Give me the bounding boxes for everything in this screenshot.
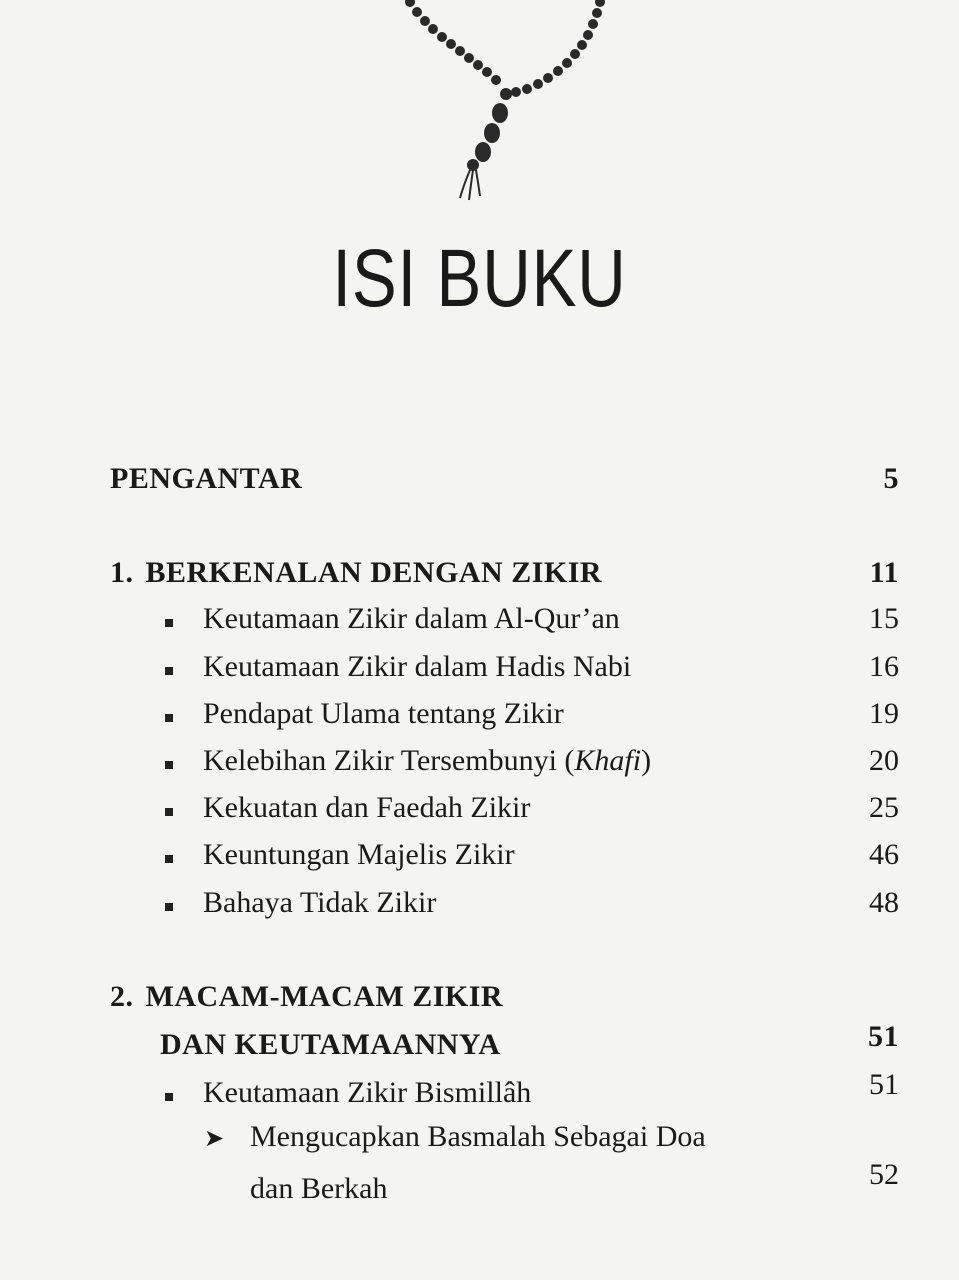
toc-item-page: 48 (869, 886, 899, 919)
square-bullet-icon (165, 808, 173, 816)
toc-item-page: 16 (869, 650, 899, 683)
square-bullet-icon (165, 667, 173, 675)
toc-chapter-2-title (110, 980, 503, 1014)
toc-item-label: Keuntungan Majelis Zikir (203, 838, 515, 871)
toc-subitem[interactable] (0, 1120, 959, 1164)
toc-item-label: Bahaya Tidak Zikir (203, 886, 437, 919)
square-bullet-icon (165, 855, 173, 863)
toc-item[interactable] (0, 650, 959, 694)
toc-item[interactable] (0, 697, 959, 741)
toc-item-page: 46 (869, 838, 899, 871)
toc-subitem-label-line1: Mengucapkan Basmalah Sebagai Doa (250, 1120, 706, 1153)
square-bullet-icon (165, 761, 173, 769)
toc-chapter-2-line2[interactable] (0, 1020, 959, 1072)
toc-subitem-page: 52 (869, 1158, 899, 1191)
toc-chapter-2-page: 51 (868, 1020, 899, 1053)
toc-item-label (203, 744, 651, 778)
toc-preface-label: PENGANTAR (110, 462, 303, 495)
toc-preface[interactable] (0, 462, 959, 506)
toc-chapter-1-title (110, 556, 602, 590)
page-title: ISI BUKU (332, 233, 627, 324)
toc-item-page: 25 (869, 791, 899, 824)
toc-item-label: Kekuatan dan Faedah Zikir (203, 791, 531, 824)
toc-item-label-end: ) (641, 744, 652, 777)
toc-chapter-2[interactable] (0, 980, 959, 1024)
toc-item-page: 51 (869, 1068, 899, 1101)
toc-item-page: 15 (869, 602, 899, 635)
toc-item-label: Pendapat Ulama tentang Zikir (203, 697, 564, 730)
toc-item[interactable] (0, 1068, 959, 1120)
toc-subitem-label-line2: dan Berkah (250, 1172, 388, 1205)
toc-preface-page: 5 (883, 462, 899, 495)
prayer-beads-icon (400, 0, 620, 210)
toc-item[interactable] (0, 602, 959, 646)
toc-item-label-start: Kelebihan Zikir Tersembunyi ( (203, 744, 575, 777)
toc-item-label: Keutamaan Zikir dalam Al-Qur’an (203, 602, 620, 635)
toc-item-page: 20 (869, 744, 899, 777)
toc-item-label: Keutamaan Zikir dalam Hadis Nabi (203, 650, 632, 683)
toc-item-page: 19 (869, 697, 899, 730)
toc-item-label-italic: Khafi (574, 744, 642, 777)
toc-item[interactable] (0, 838, 959, 882)
chapter-number: 1. (110, 556, 134, 589)
toc-item[interactable] (0, 886, 959, 930)
toc-item-label: Keutamaan Zikir Bismillâh (203, 1076, 532, 1109)
toc-chapter-1[interactable] (0, 556, 959, 600)
chapter-label: BERKENALAN DENGAN ZIKIR (145, 556, 603, 589)
square-bullet-icon (165, 903, 173, 911)
toc-item[interactable] (0, 791, 959, 835)
toc-chapter-1-page: 11 (869, 556, 899, 589)
toc-subitem-line2[interactable] (0, 1158, 959, 1216)
chapter-label-line1: MACAM-MACAM ZIKIR (145, 980, 504, 1013)
chapter-label-line2: DAN KEUTAMAANNYA (160, 1028, 501, 1061)
chevron-right-icon: ➤ (204, 1126, 225, 1152)
toc-item[interactable] (0, 744, 959, 788)
chapter-number: 2. (110, 980, 134, 1013)
square-bullet-icon (165, 619, 173, 627)
square-bullet-icon (165, 714, 173, 722)
square-bullet-icon (165, 1093, 173, 1101)
